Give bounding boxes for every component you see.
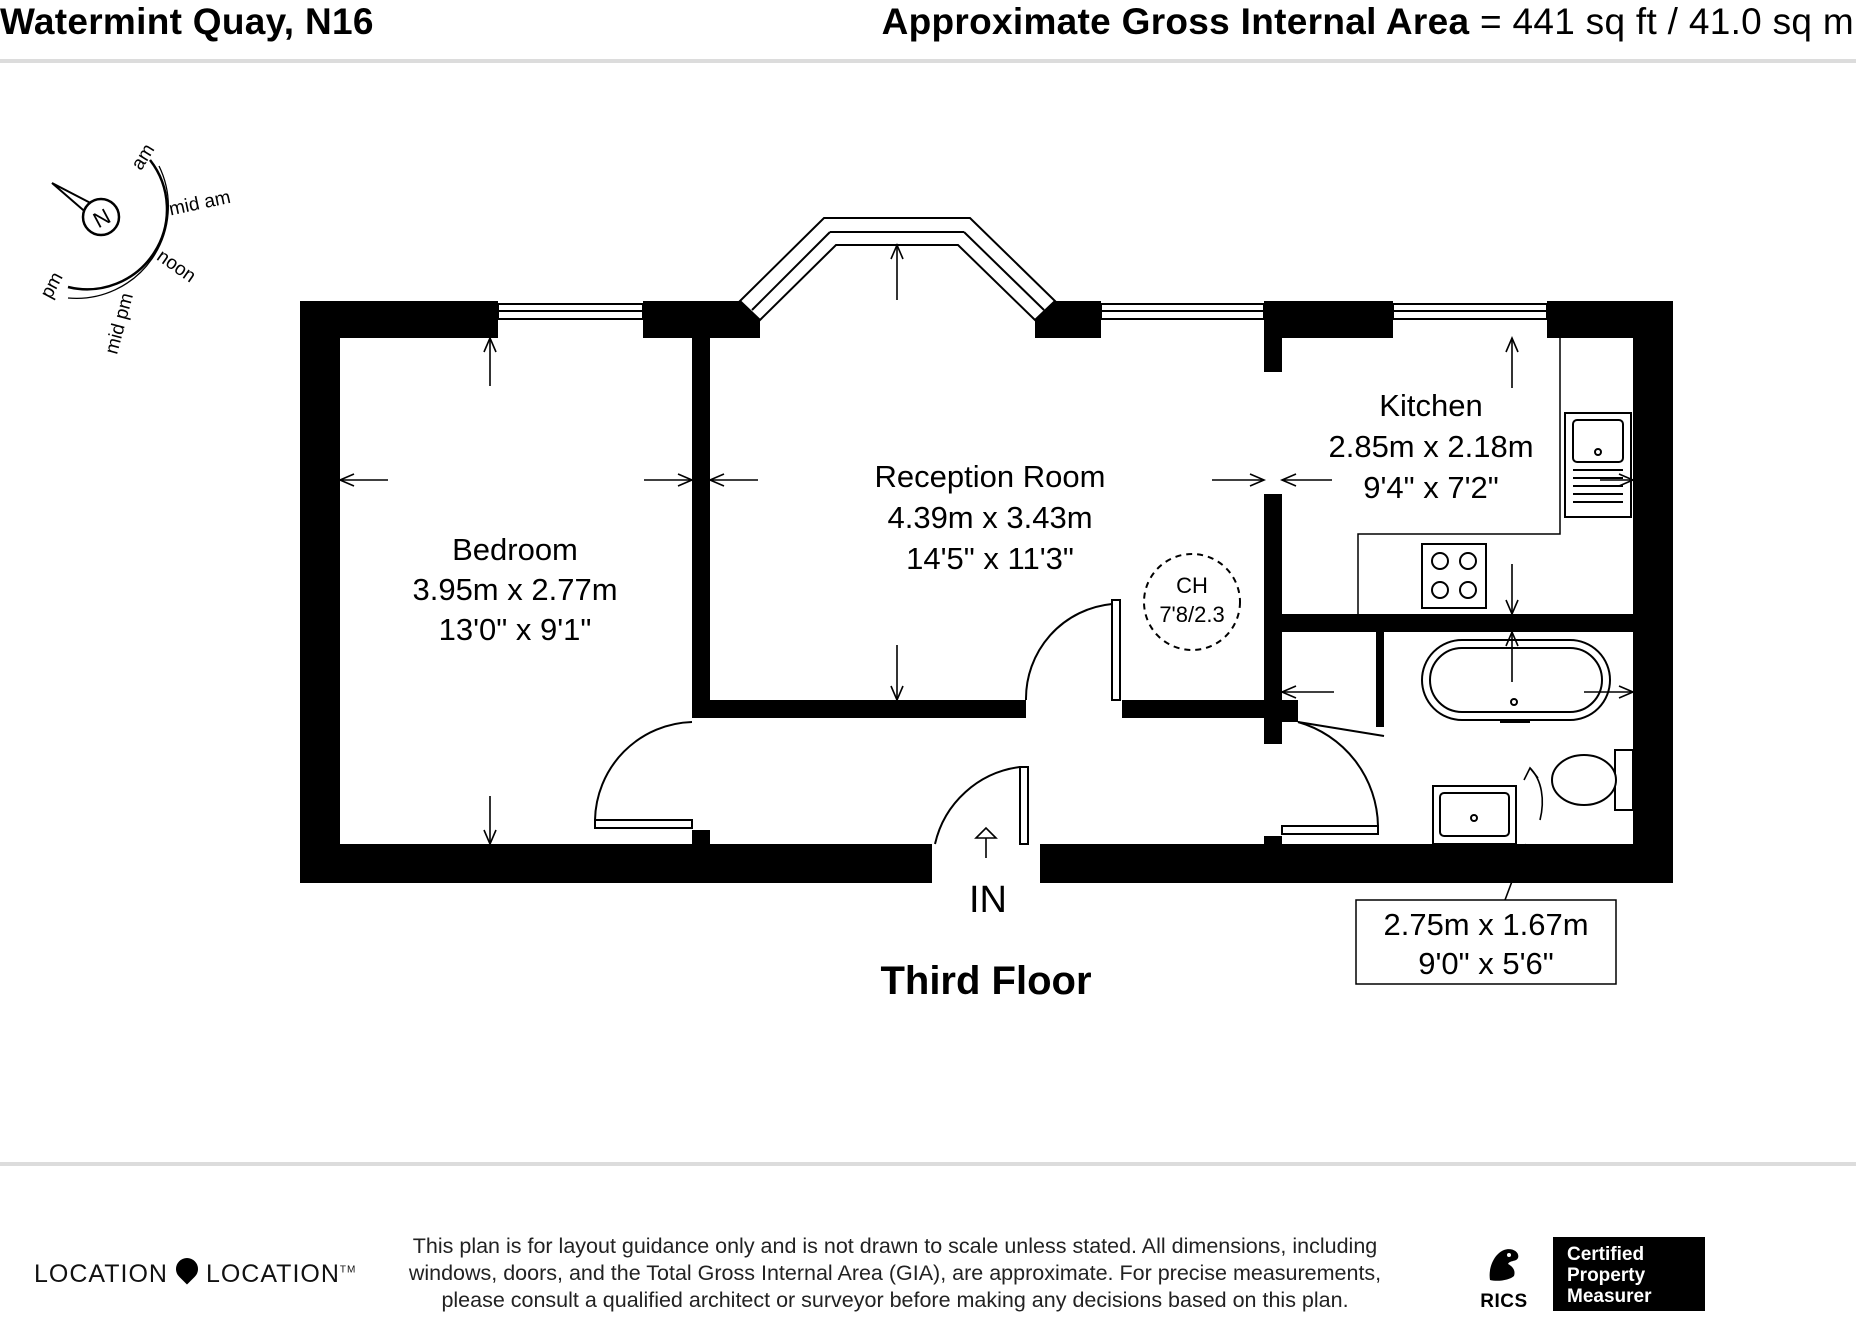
- toilet-cistern-icon: [1615, 750, 1633, 810]
- compass-time-am: am: [127, 140, 160, 174]
- bedroom-imperial: 13'0" x 9'1": [438, 612, 592, 647]
- kitchen-imperial: 9'4" x 7'2": [1363, 470, 1499, 505]
- compass-time-mid-pm: mid pm: [101, 290, 138, 357]
- compass: [37, 140, 233, 356]
- room-reception: [875, 459, 1106, 576]
- reception-name: Reception Room: [874, 459, 1106, 494]
- property-address: Watermint Quay, N16: [0, 1, 374, 42]
- floor-name: Third Floor: [880, 959, 1092, 1003]
- room-kitchen: [1328, 388, 1533, 505]
- footer-divider: [0, 1162, 1856, 1166]
- bedroom-metric: 3.95m x 2.77m: [412, 572, 618, 607]
- entrance-label: IN: [969, 879, 1007, 921]
- cupboard-name: CH: [1176, 573, 1208, 598]
- sun-arc-inner: [68, 166, 168, 298]
- logo-word-right: LOCATION: [205, 1260, 340, 1288]
- compass-time-noon: noon: [152, 245, 200, 288]
- bedroom-name: Bedroom: [452, 532, 578, 567]
- disclaimer-text: This plan is for layout guidance only and is not drawn to scale unless stated. All dimensions, including windows, doors, and the Total Gross Internal Area (GIA), are approximate. For precise measurements, please consult a qualified architect or surveyor before making any decisions based on this plan.: [408, 1234, 1382, 1312]
- room-bathroom: [1356, 900, 1616, 984]
- hob-icon: [1422, 544, 1486, 608]
- compass-time-pm: pm: [36, 268, 68, 303]
- reception-metric: 4.39m x 3.43m: [887, 500, 1093, 535]
- kitchen-name: Kitchen: [1379, 388, 1483, 423]
- logo-word-left: LOCATION: [34, 1260, 168, 1288]
- cupboard-size: 7'8/2.3: [1159, 602, 1225, 627]
- certified-property-measurer-badge: [1553, 1237, 1705, 1311]
- toilet-bowl-icon: [1552, 755, 1616, 805]
- bathroom-imperial: 9'0" x 5'6": [1418, 946, 1554, 981]
- reception-imperial: 14'5" x 11'3": [906, 541, 1074, 576]
- rics-text: RICS: [1480, 1291, 1528, 1312]
- rics-logo: [1468, 1244, 1540, 1313]
- area-value: = 441 sq ft / 41.0 sq m: [1479, 1, 1854, 42]
- compass-time-mid-am: mid am: [167, 186, 233, 221]
- area-label: Approximate Gross Internal Area: [881, 1, 1470, 42]
- cert-line-2: Property: [1567, 1265, 1646, 1286]
- cert-line-1: Certified: [1567, 1244, 1645, 1265]
- kitchen-metric: 2.85m x 2.18m: [1328, 429, 1534, 464]
- compass-north-label: N: [88, 203, 115, 234]
- bathroom-metric: 2.75m x 1.67m: [1383, 907, 1589, 942]
- location-location-logo: [34, 1260, 356, 1289]
- room-bedroom: [412, 532, 617, 647]
- cert-line-3: Measurer: [1567, 1286, 1652, 1307]
- rics-lion-icon: [1482, 1244, 1526, 1284]
- logo-trademark: TM: [339, 1264, 357, 1276]
